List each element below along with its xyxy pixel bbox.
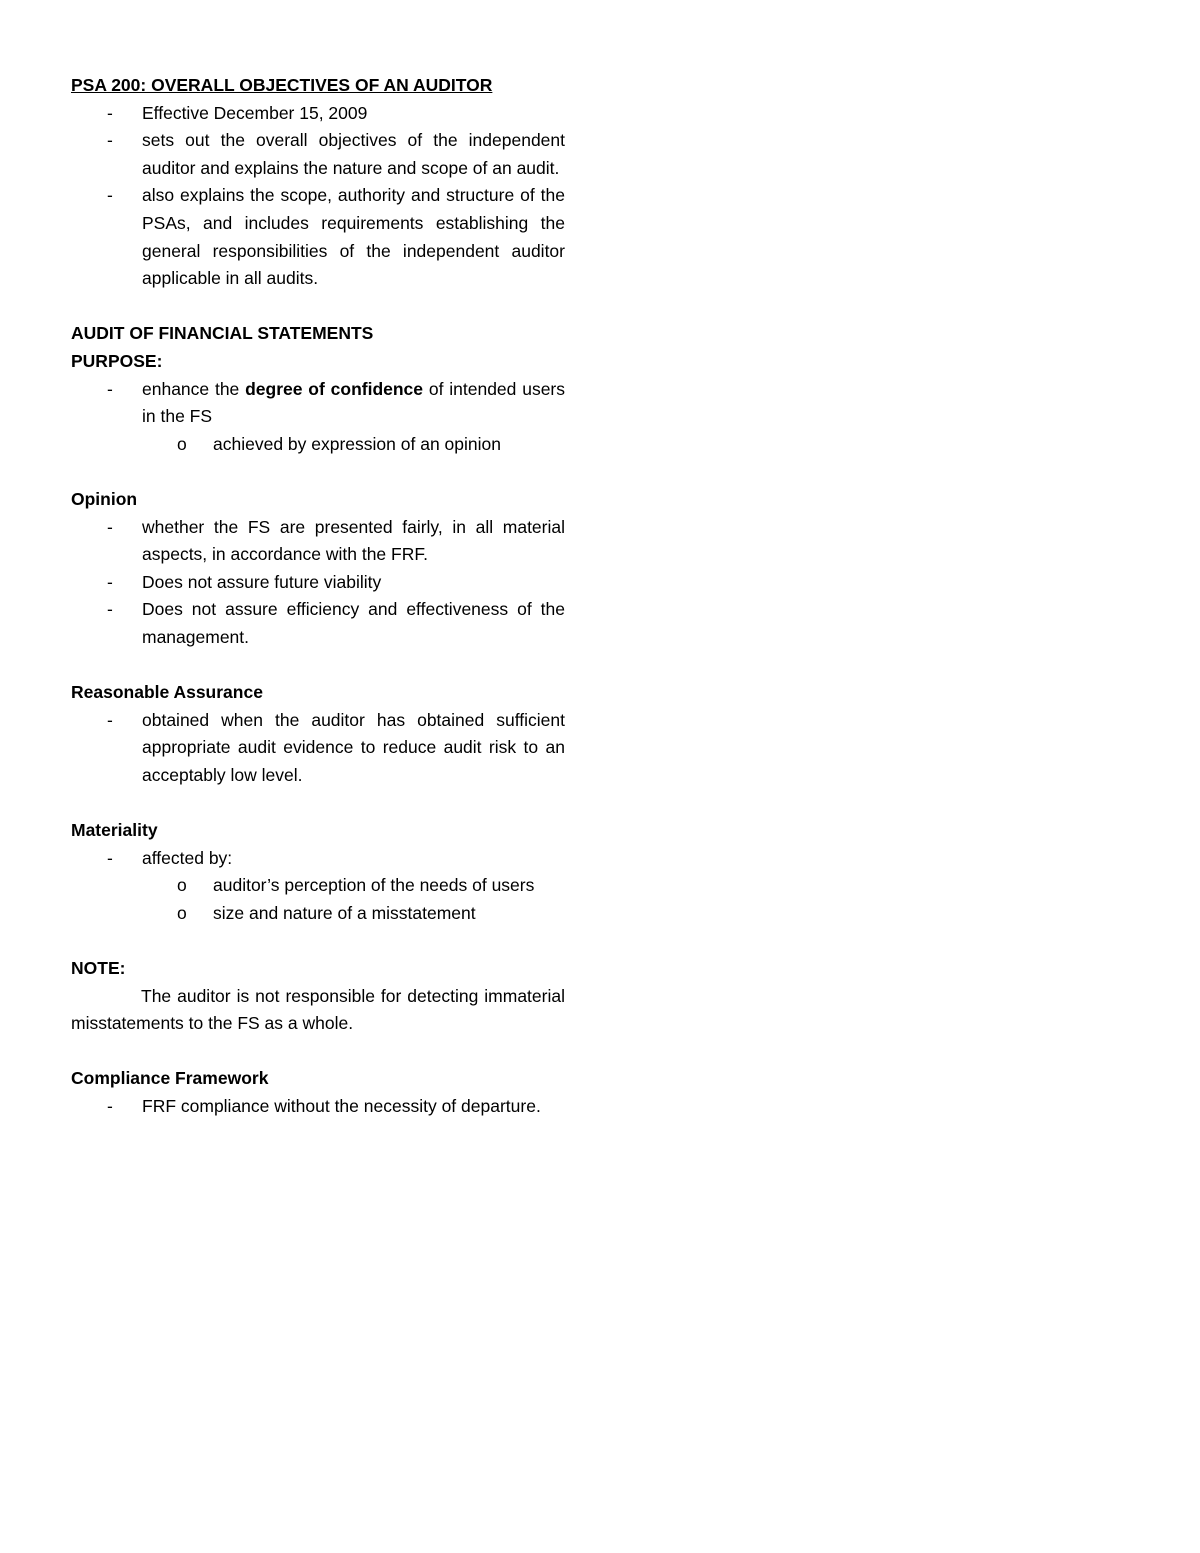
dash-marker: - [107,1095,113,1116]
list-item [71,100,565,128]
list-item-text: sets out the overall objectives of the independent auditor and explains the nature and scope of an audit. [142,130,565,178]
list-item-text: affected by: [142,847,233,868]
spacer [71,1038,565,1066]
reasonable-assurance-title: Reasonable Assurance [71,682,263,703]
emphasis-text: degree of confidence [245,378,424,399]
circle-marker: o [177,875,187,896]
list-item [71,569,565,597]
spacer [71,293,565,321]
sub-list-item [142,900,565,928]
dash-marker: - [107,599,113,620]
document-page [71,72,565,1121]
list-item-text: Effective December 15, 2009 [142,102,368,123]
psa-list [71,100,565,293]
dash-marker: - [107,516,113,537]
dash-marker: - [107,571,113,592]
dash-marker: - [107,847,113,868]
list-item [71,596,565,651]
note-title: NOTE: [71,958,126,978]
list-item-text: Does not assure future viability [142,571,382,592]
opinion-title: Opinion [71,488,138,509]
dash-marker: - [107,709,113,730]
reasonable-assurance-list [71,707,565,790]
list-item [71,182,565,292]
note-text: The auditor is not responsible for detecting immaterial misstatements to the FS as a whole. [71,985,565,1034]
dash-marker: - [107,185,113,206]
sub-list-item-text: achieved by expression of an opinion [213,433,501,454]
spacer [71,789,565,817]
spacer [71,458,565,486]
dash-marker: - [107,102,113,123]
list-item-text: FRF compliance without the necessity of departure. [142,1095,541,1116]
psa-title: PSA 200: OVERALL OBJECTIVES OF AN AUDITOR [71,75,493,95]
list-item-text: Does not assure efficiency and effectiveness of the management. [142,599,565,647]
spacer [71,927,565,955]
list-item [71,1093,565,1121]
audit-title: AUDIT OF FINANCIAL STATEMENTS [71,323,374,344]
list-item [71,376,565,459]
spacer [71,651,565,679]
dash-marker: - [107,130,113,151]
list-item-text-pre: enhance the [142,378,246,399]
compliance-title: Compliance Framework [71,1068,269,1089]
opinion-list [71,514,565,652]
list-item-text: whether the FS are presented fairly, in all material aspects, in accordance with the FRF. [142,516,565,565]
list-item [71,845,565,928]
sub-list-item-text: auditor’s perception of the needs of users [213,875,535,896]
purpose-sub-list [142,431,565,459]
purpose-label: PURPOSE: [71,350,163,371]
materiality-title: Materiality [71,820,158,841]
sub-list-item [142,872,565,900]
list-item [71,707,565,790]
list-item [71,127,565,182]
circle-marker: o [177,902,187,923]
sub-list-item-text: size and nature of a misstatement [213,902,476,923]
list-item [71,514,565,569]
purpose-list [71,376,565,459]
sub-list-item [142,431,565,459]
list-item-text-post: of intended users in the FS [142,378,566,427]
dash-marker: - [107,378,113,399]
list-item-text: also explains the scope, authority and structure of the PSAs, and includes requirements establishing the general responsibilities of the independent auditor applicable in all audits. [142,185,565,289]
materiality-list [71,845,565,928]
compliance-list [71,1093,565,1121]
materiality-sub-list [142,872,565,927]
circle-marker: o [177,433,187,454]
list-item-text: obtained when the auditor has obtained sufficient appropriate audit evidence to reduce audit risk to an acceptably low level. [142,709,565,785]
